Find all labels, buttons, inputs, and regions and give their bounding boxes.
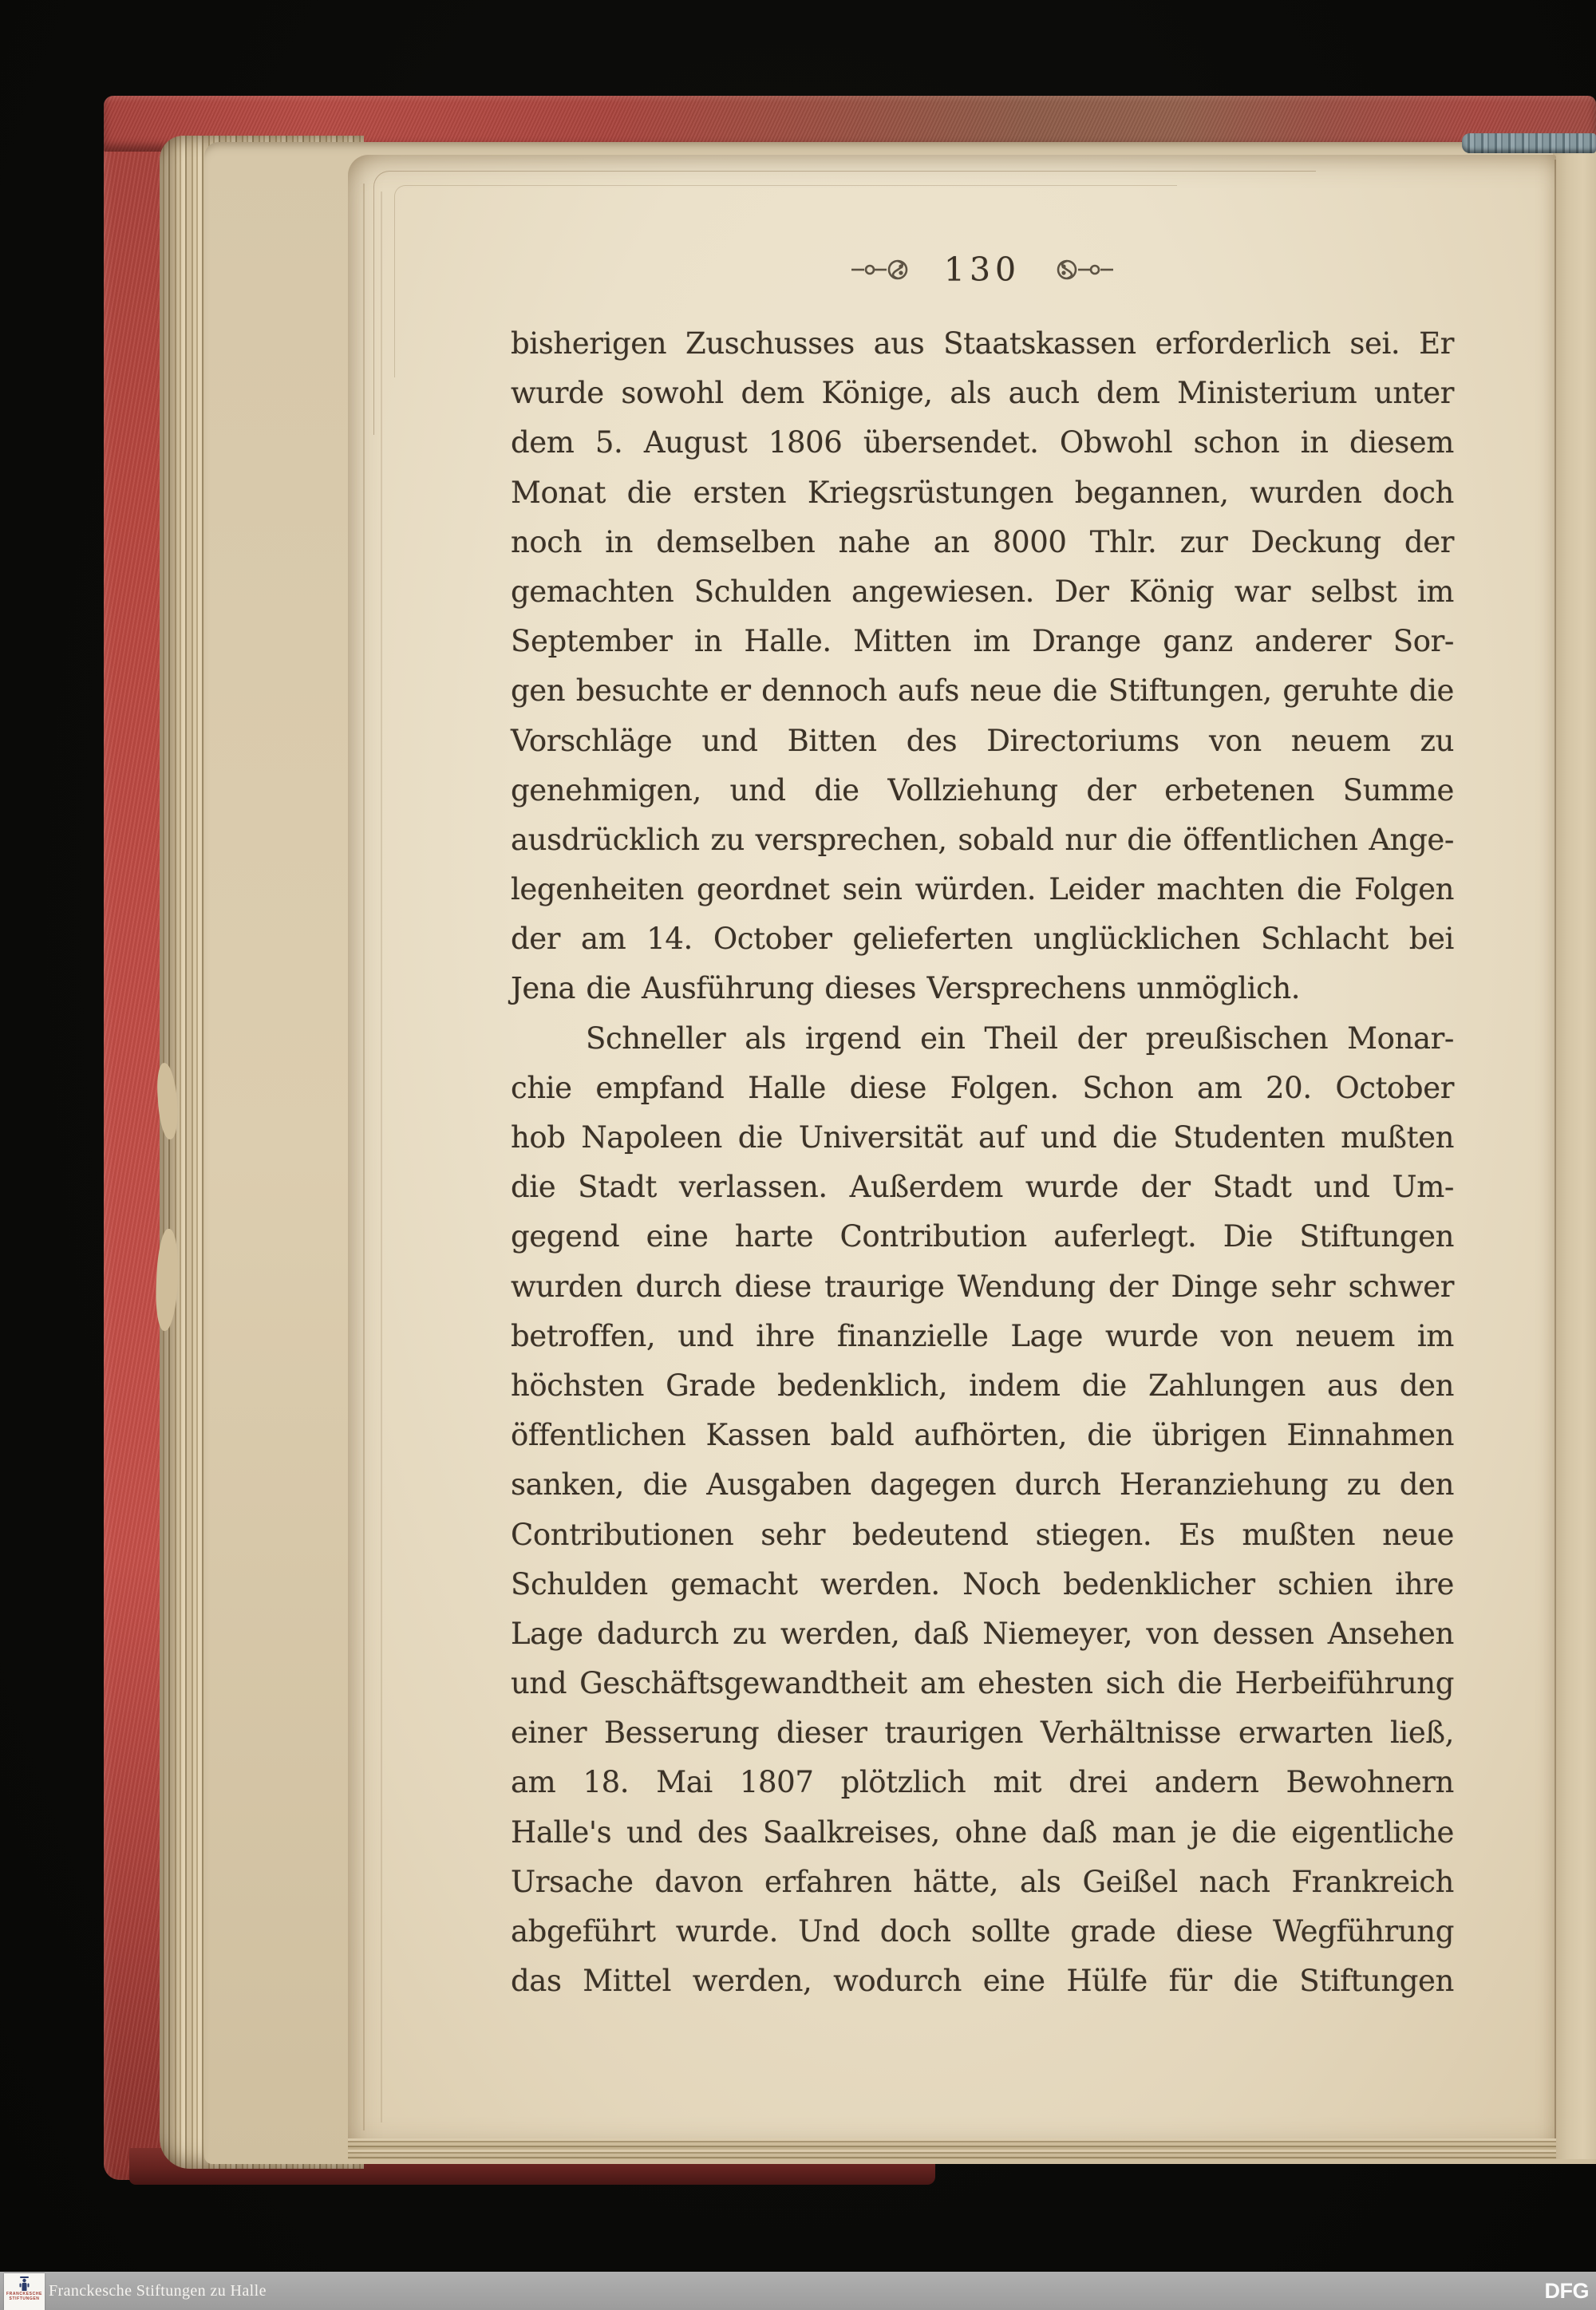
- franckesche-stiftungen-emblem-icon: [18, 2276, 30, 2292]
- text-line: am 18. Mai 1807 plötzlich mit drei andern Bewohnern: [511, 1765, 1454, 1800]
- text-line: Contributionen sehr bedeutend stiegen. Es mußten neue: [511, 1517, 1454, 1552]
- logo-text-line2: STIFTUNGEN: [9, 2296, 40, 2301]
- text-line: höchsten Grade bedenklich, indem die Zahlungen aus den: [511, 1368, 1454, 1403]
- text-line: September in Halle. Mitten im Drange ganz anderer Sor-: [511, 624, 1454, 659]
- text-line: gemachten Schulden angewiesen. Der König war selbst im: [511, 574, 1454, 609]
- text-line: noch in demselben nahe an 8000 Thlr. zur Deckung der: [511, 524, 1454, 559]
- text-line: wurde sowohl dem Könige, als auch dem Ministerium unter: [511, 376, 1454, 411]
- text-line: das Mittel werden, wodurch eine Hülfe für die Stiftungen: [511, 1964, 1454, 1999]
- text-line: genehmigen, und die Vollziehung der erbetenen Summe: [511, 772, 1454, 808]
- text-line: abgeführt wurde. Und doch sollte grade diese Wegführung: [511, 1914, 1454, 1949]
- text-line: Ursache davon erfahren hätte, als Geißel nach Frankreich: [511, 1864, 1454, 1899]
- text-line: Halle's und des Saalkreises, ohne daß man je die eigentliche: [511, 1814, 1454, 1850]
- text-line: wurden durch diese traurige Wendung der Dinge sehr schwer: [511, 1269, 1454, 1304]
- text-line: Lage dadurch zu werden, daß Niemeyer, von dessen Ansehen: [511, 1616, 1454, 1651]
- text-line: der am 14. October gelieferten unglücklichen Schlacht bei: [511, 922, 1454, 957]
- text-line: öffentlichen Kassen bald aufhörten, die übrigen Einnahmen: [511, 1418, 1454, 1453]
- ornament-left-icon: [850, 259, 912, 280]
- text-line: Vorschläge und Bitten des Directoriums von neuem zu: [511, 723, 1454, 758]
- archive-name-label: Franckesche Stiftungen zu Halle: [49, 2281, 267, 2300]
- franckesche-stiftungen-logo: [4, 2273, 45, 2310]
- text-line: die Stadt verlassen. Außerdem wurde der Stadt und Um-: [511, 1170, 1454, 1205]
- ornament-right-icon: [1053, 259, 1115, 280]
- text-line: legenheiten geordnet sein würden. Leider machten die Folgen: [511, 872, 1454, 907]
- page-bottom-edges: [348, 2138, 1556, 2159]
- text-lines: [511, 321, 1454, 2008]
- gutter-fold-line: [1555, 160, 1556, 2138]
- text-line: einer Besserung dieser traurigen Verhältnisse erwarten ließ,: [511, 1716, 1454, 1751]
- logo-text-line1: FRANCKESCHE: [6, 2292, 42, 2296]
- viewer-footer-bar: [0, 2272, 1596, 2310]
- text-line: bisherigen Zuschusses aus Staatskassen erforderlich sei. Er: [511, 326, 1454, 361]
- text-line: und Geschäftsgewandtheit am ehesten sich die Herbeiführung: [511, 1666, 1454, 1701]
- dfg-logo: DFG: [1544, 2278, 1589, 2303]
- text-line: chie empfand Halle diese Folgen. Schon am 20. October: [511, 1070, 1454, 1105]
- text-line: dem 5. August 1806 übersendet. Obwohl schon in diesem: [511, 425, 1454, 460]
- text-line: Schulden gemacht werden. Noch bedenklicher schien ihre: [511, 1566, 1454, 1601]
- text-line: Monat die ersten Kriegsrüstungen begannen, wurden doch: [511, 475, 1454, 510]
- text-line: Jena die Ausführung dieses Versprechens unmöglich.: [511, 971, 1301, 1006]
- page-fold-line: [381, 192, 382, 2122]
- page-fold-line: [363, 184, 365, 2130]
- text-line: gen besuchte er dennoch aufs neue die Stiftungen, geruhte die: [511, 673, 1454, 709]
- text-line: gegend eine harte Contribution auferlegt. Die Stiftungen: [511, 1219, 1454, 1254]
- text-line: sanken, die Ausgaben dagegen durch Heranziehung zu den: [511, 1467, 1454, 1502]
- text-line: betroffen, und ihre finanzielle Lage wurde von neuem im: [511, 1318, 1454, 1353]
- text-line: Schneller als irgend ein Theil der preußischen Monar-: [586, 1021, 1454, 1056]
- book-headband: [1462, 133, 1596, 153]
- page-header: [511, 251, 1454, 289]
- text-line: ausdrücklich zu versprechen, sobald nur die öffentlichen Ange-: [511, 822, 1454, 857]
- page-gutter: [1553, 142, 1596, 2159]
- page-number: 130: [943, 251, 1021, 289]
- text-line: hob Napoleen die Universität auf und die Studenten mußten: [511, 1120, 1454, 1155]
